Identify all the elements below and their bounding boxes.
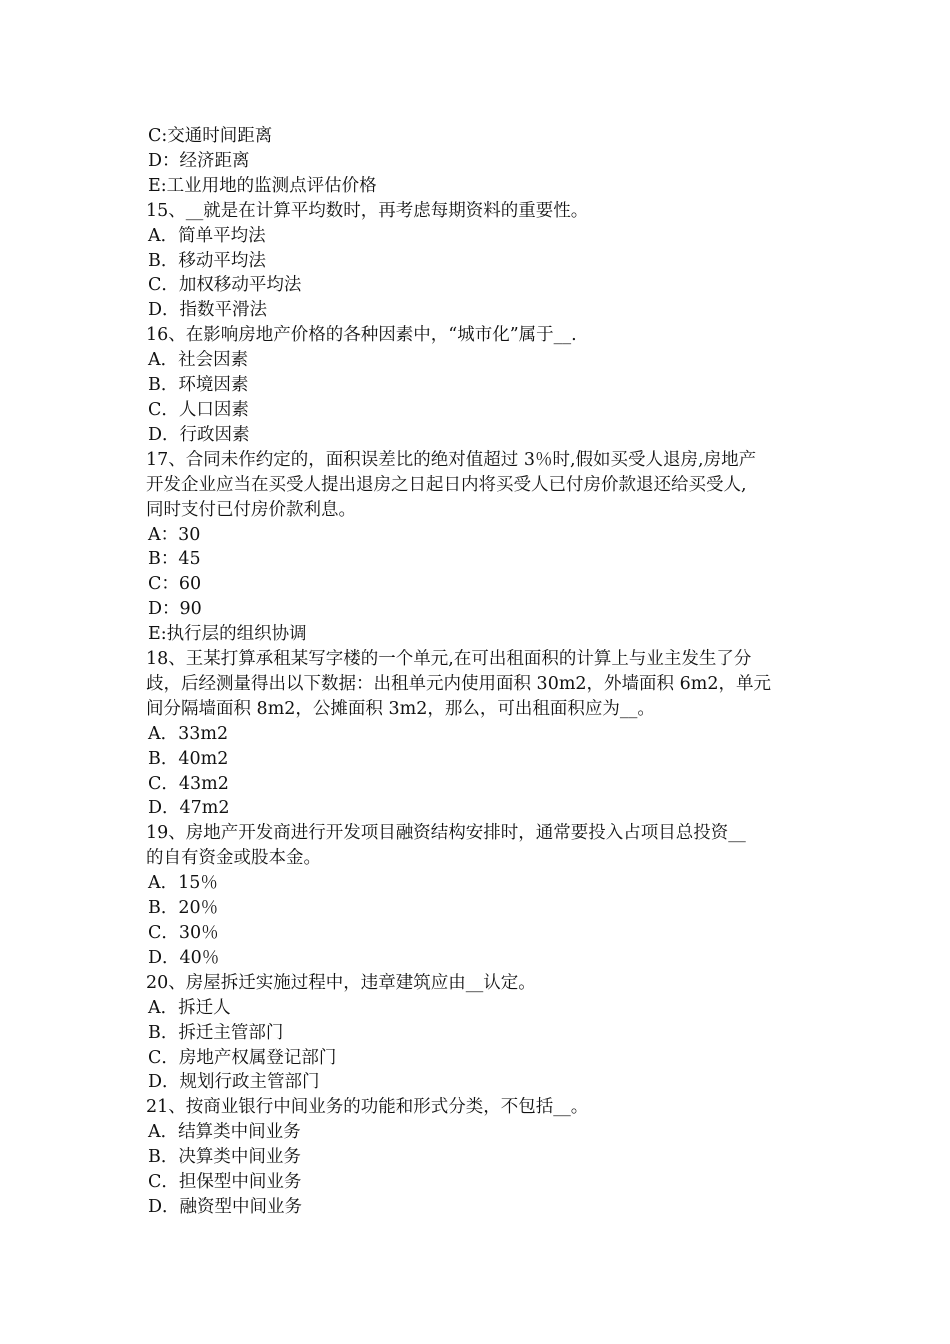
question-text-line: 20、房屋拆迁实施过程中，违章建筑应由__认定。 <box>146 972 536 993</box>
document-page <box>146 124 816 1220</box>
question-text-line: 16、在影响房地产价格的各种因素中，“城市化”属于__. <box>146 325 577 346</box>
answer-option-line: B．移动平均法 <box>148 250 266 271</box>
answer-option-line: B．拆迁主管部门 <box>148 1022 284 1043</box>
question-text-line: 15、__就是在计算平均数时，再考虑每期资料的重要性。 <box>146 200 589 221</box>
answer-option-line: C．房地产权属登记部门 <box>148 1047 337 1068</box>
answer-option-line: E:工业用地的监测点评估价格 <box>148 175 377 196</box>
answer-option-line: C．加权移动平均法 <box>148 275 302 296</box>
question-text-line: 17、合同未作约定的，面积误差比的绝对值超过 3％时,假如买受人退房,房地产 <box>146 449 757 470</box>
answer-option-line: E:执行层的组织协调 <box>148 624 307 645</box>
answer-option-line: D．行政因素 <box>148 424 250 445</box>
question-text-line: 歧，后经测量得出以下数据：出租单元内使用面积 30m2，外墙面积 6m2，单元 <box>146 673 771 694</box>
answer-option-line: D．规划行政主管部门 <box>148 1072 320 1093</box>
answer-option-line: B．决算类中间业务 <box>148 1147 301 1168</box>
answer-option-line: C:交通时间距离 <box>148 126 273 146</box>
answer-option-line: B：45 <box>148 549 201 570</box>
answer-option-line: A．简单平均法 <box>148 225 266 246</box>
answer-option-line: B．环境因素 <box>148 375 249 396</box>
answer-option-line: D．融资型中间业务 <box>148 1196 303 1217</box>
answer-option-line: A．15％ <box>148 873 218 894</box>
answer-option-line: D．47m2 <box>148 798 230 819</box>
answer-option-line: D．40％ <box>148 947 220 968</box>
answer-option-line: D．指数平滑法 <box>148 300 268 321</box>
answer-option-line: C．人口因素 <box>148 399 249 420</box>
answer-option-line: A．社会因素 <box>148 350 249 371</box>
question-text-line: 开发企业应当在买受人提出退房之日起日内将买受人已付房价款退还给买受人, <box>146 474 747 495</box>
answer-option-line: B．40m2 <box>148 748 229 769</box>
answer-option-line: C．43m2 <box>148 773 229 794</box>
question-text-line: 的自有资金或股本金。 <box>146 848 321 869</box>
answer-option-line: A．33m2 <box>148 723 229 744</box>
answer-option-line: D：经济距离 <box>148 150 250 171</box>
answer-option-line: C．担保型中间业务 <box>148 1172 302 1193</box>
question-text-line: 19、房地产开发商进行开发项目融资结构安排时，通常要投入占项目总投资__ <box>146 823 746 844</box>
answer-option-line: B．20％ <box>148 898 219 919</box>
answer-option-line: C．30％ <box>148 923 219 943</box>
question-text-line: 18、王某打算承租某写字楼的一个单元,在可出租面积的计算上与业主发生了分 <box>146 649 752 670</box>
answer-option-line: D：90 <box>148 599 202 620</box>
question-text-line: 21、按商业银行中间业务的功能和形式分类，不包括__。 <box>146 1097 589 1118</box>
answer-option-line: C：60 <box>148 574 202 595</box>
answer-option-line: A．结算类中间业务 <box>148 1122 301 1143</box>
answer-option-line: A：30 <box>148 524 201 545</box>
question-text-line: 间分隔墙面积 8m2，公摊面积 3m2，那么，可出租面积应为__。 <box>146 698 655 719</box>
question-text-line: 同时支付已付房价款利息。 <box>146 499 356 520</box>
answer-option-line: A．拆迁人 <box>148 997 231 1018</box>
